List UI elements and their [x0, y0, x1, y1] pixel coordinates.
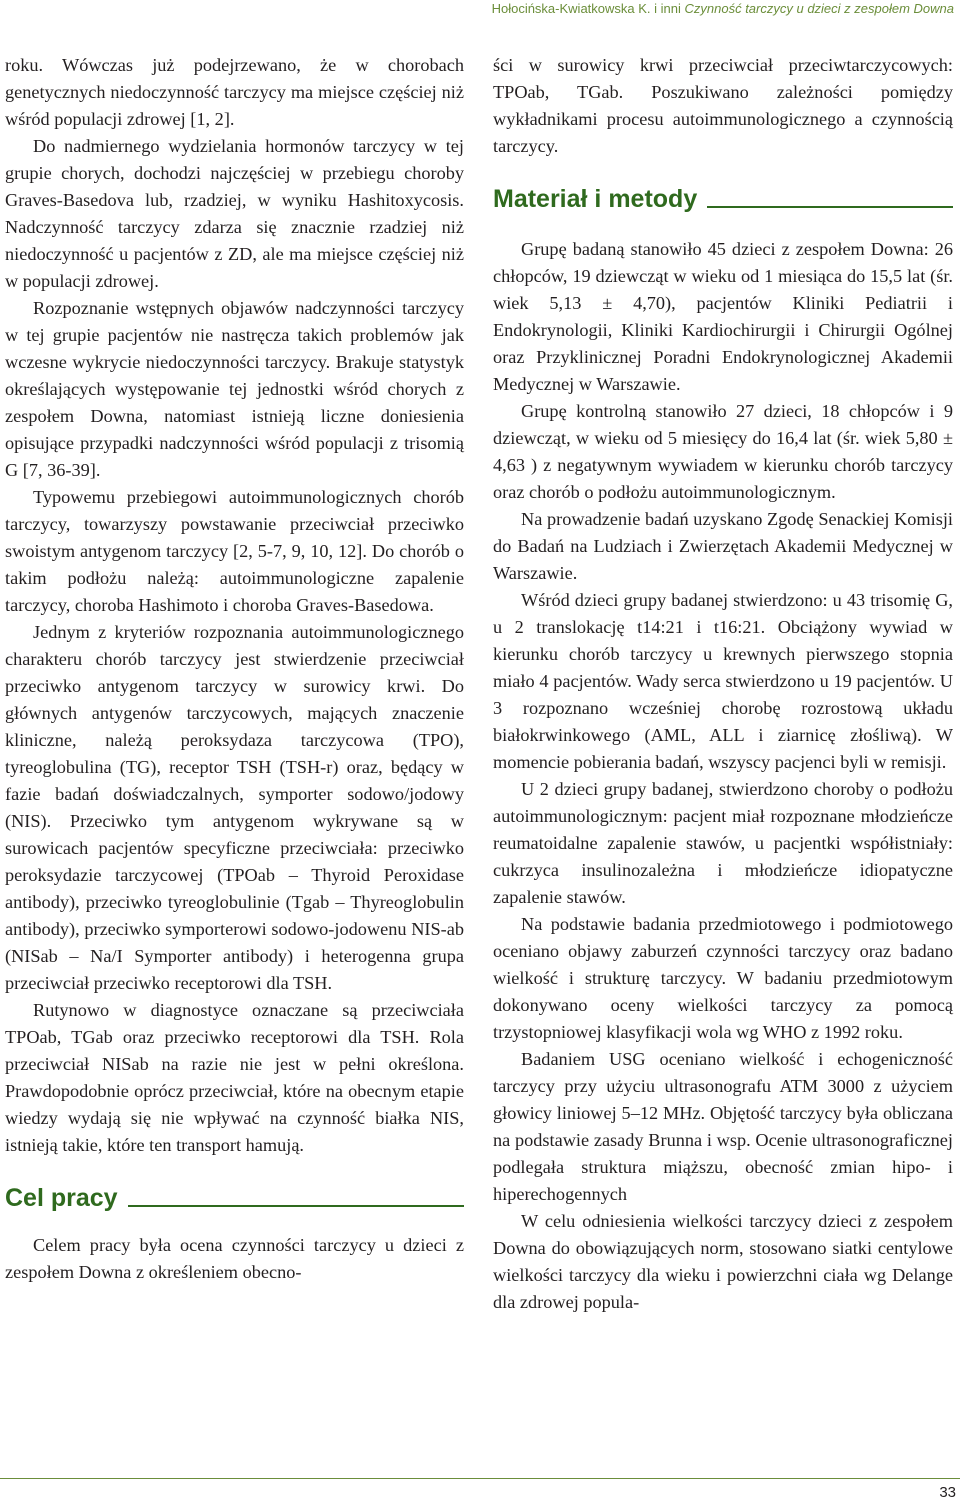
paragraph: roku. Wówczas już podejrzewano, że w chorobach genetycznych niedoczynność tarczycy ma miejsce częściej niż wśród populacji zdrowej [1, 2]. [5, 55, 464, 129]
paragraph: Celem pracy była ocena czynności tarczycy u dzieci z zespołem Downa z określeniem obecno- [5, 1235, 464, 1282]
section-heading-text: Cel pracy [5, 1184, 118, 1212]
paragraph: Na prowadzenie badań uzyskano Zgodę Senackiej Komisji do Badań na Ludziach i Zwierzętach Akademii Medycznej w Warszawie. [493, 509, 953, 583]
footer-rule [0, 1478, 960, 1479]
right-column [493, 52, 953, 1316]
paragraph: Typowemu przebiegowi autoimmunologicznych chorób tarczycy, towarzyszy powstawanie przeciwciał przeciwko swoistym antygenom tarczycy [2, 5-7, 9, 10, 12]. Do chorób o takim podłożu należą: autoimmunologiczne zapalenie tarczycy, choroba Hashimoto i choroba Graves-Basedowa. [5, 487, 464, 615]
section-heading-materialy-i-metody [493, 184, 953, 214]
paragraph: Rozpoznanie wstępnych objawów nadczynności tarczycy w tej grupie pacjentów nie nastręcza takich problemów jak wczesne wykrycie niedoczynności tarczycy. Brakuje statystyk określających występowanie tej jednostki wśród chorych z zespołem Downa, natomiast istnieją liczne doniesienia opisujące przypadki nadczynności wśród populacji z trisomią G [7, 36-39]. [5, 298, 464, 480]
running-head-authors: Hołocińska-Kwiatkowska K. i inni [491, 1, 681, 16]
paragraph: Rutynowo w diagnostyce oznaczane są przeciwciała TPOab, TGab oraz przeciwko receptorowi dla TSH. Rola przeciwciał NISab na razie nie jest w pełni określona. Prawdopodobnie oprócz przeciwciał, które na obecnym etapie wiedzy wydają się nie wpływać na czynność białka NIS, istnieją takie, które ten transport hamują. [5, 1000, 464, 1155]
page-number: 33 [939, 1484, 956, 1501]
paragraph: Wśród dzieci grupy badanej stwierdzono: u 43 trisomię G, u 2 translokację t14:21 i t16:21. Obciążony wywiad w kierunku chorób tarczycy u krewnych pierwszego stopnia miało 4 pacjentów. Wady serca stwierdzono u 19 pacjentów. U 3 rozpoznano wcześniej chorobę rozrostową układu białokrwinkowego (AML, ALL i ziarnicę złośliwą). W momencie pobierania badań, wszyscy pacjenci byli w remisji. [493, 590, 953, 772]
left-column [5, 52, 464, 1286]
paragraph: ści w surowicy krwi przeciwciał przeciwtarczycowych: TPOab, TGab. Poszukiwano zależności pomiędzy wykładnikami procesu autoimmunologicznego a czynnością tarczycy. [493, 55, 953, 156]
paragraph: Grupę kontrolną stanowiło 27 dzieci, 18 chłopców i 9 dziewcząt, w wieku od 5 miesięcy do 16,4 lat (śr. wiek 5,80 ± 4,63 ) z negatywnym wywiadem w kierunku chorób tarczycy oraz chorób o podłożu autoimmunologicznym. [493, 401, 953, 502]
paragraph: U 2 dzieci grupy badanej, stwierdzono choroby o podłożu autoimmunologicznym: pacjent miał rozpoznane młodzieńcze reumatoidalne zapalenie stawów, u pacjentki współistniały: cukrzyca insulinozależna i młodzieńcze idiopatyczne zapalenie stawów. [493, 779, 953, 907]
section-heading-text: Materiał i metody [493, 185, 698, 213]
paragraph: W celu odniesienia wielkości tarczycy dzieci z zespołem Downa do obowiązujących norm, stosowano siatki centylowe wielkości tarczycy dla wieku i powierzchni ciała wg Delange dla zdrowej popula- [493, 1211, 953, 1312]
section-heading-cel-pracy [5, 1183, 464, 1213]
running-head [492, 0, 954, 20]
heading-rule [707, 206, 953, 208]
running-head-journal: Czynność tarczycy u dzieci z zespołem Downa [684, 1, 954, 16]
heading-rule [128, 1205, 464, 1207]
paragraph: Jednym z kryteriów rozpoznania autoimmunologicznego charakteru chorób tarczycy jest stwierdzenie przeciwciał przeciwko antygenom tarczycy w surowicy krwi. Do głównych antygenów tarczycowych, mających znaczenie kliniczne, należą peroksydaza tarczycowa (TPO), tyreoglobulina (TG), receptor TSH (TSH-r) oraz, będący w fazie badań doświadczalnych, symporter sodowo/jodowy (NIS). Przeciwko tym antygenom wykrywane są w surowicach pacjentów specyficzne przeciwciała: przeciwko peroksydazie tarczycowej (TPOab – Thyroid Peroxidase antibody), przeciwko tyreoglobulinie (Tgab – Thyreoglobulin antibody), przeciwko symporterowi sodowo-jodowenu NIS-ab (NISab – Na/I Symporter antibody) i heterogenna grupa przeciwciał przeciwko receptorowi dla TSH. [5, 622, 464, 993]
paragraph: Badaniem USG oceniano wielkość i echogeniczność tarczycy przy użyciu ultrasonografu ATM 3000 z użyciem głowicy liniowej 5–12 MHz. Objętość tarczycy była obliczana na podstawie zasady Brunna i wsp. Ocenie ultrasonograficznej podlegała struktura miąższu, obecność zmian hipo- i hiperechogennych [493, 1049, 953, 1204]
paragraph: Na podstawie badania przedmiotowego i podmiotowego oceniano objawy zaburzeń czynności tarczycy oraz badano wielkość i strukturę tarczycy. W badaniu przedmiotowym dokonywano oceny wielkości tarczycy za pomocą trzystopniowej klasyfikacji wola wg WHO z 1992 roku. [493, 914, 953, 1042]
paragraph: Grupę badaną stanowiło 45 dzieci z zespołem Downa: 26 chłopców, 19 dziewcząt w wieku od 1 miesiąca do 15,5 lat (śr. wiek 5,13 ± 4,70), pacjentów Kliniki Pediatrii i Endokrynologii, Kliniki Kardiochirurgii i Chirurgii Ogólnej oraz Przyklinicznej Poradni Endokrynologicznej Akademii Medycznej w Warszawie. [493, 239, 953, 394]
paragraph: Do nadmiernego wydzielania hormonów tarczycy w tej grupie chorych, dochodzi najczęściej w przebiegu choroby Graves-Basedova lub, rzadziej, w wyniku Hashitoxycosis. Nadczynność tarczycy zdarza się znacznie rzadziej niż niedoczynność u pacjentów z ZD, ale ma miejsce częściej niż w populacji zdrowej. [5, 136, 464, 291]
